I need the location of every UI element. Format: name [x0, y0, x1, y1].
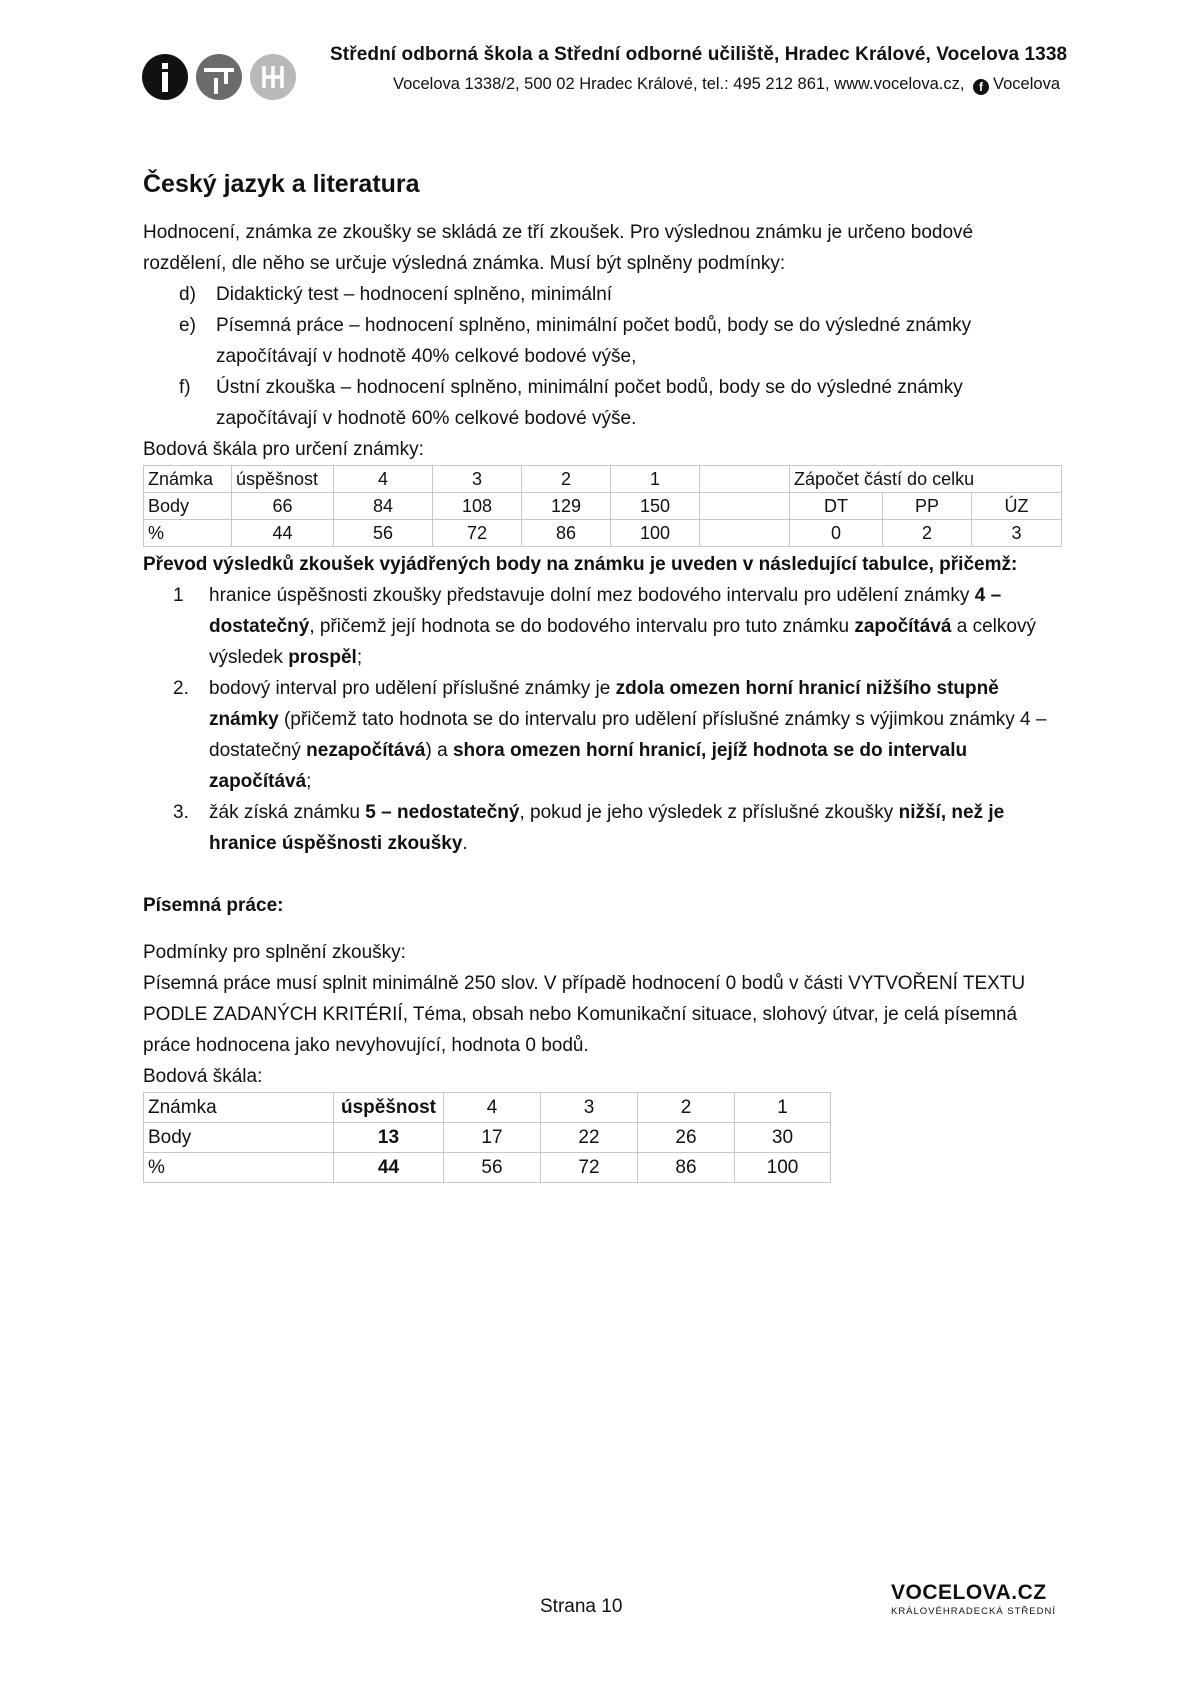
written-scale-label: Bodová škála: [143, 1066, 263, 1087]
list-item [143, 580, 1061, 673]
table-row [144, 1093, 831, 1123]
list-marker: f) [179, 377, 191, 398]
page-header [142, 44, 1068, 110]
logo-circle-light [250, 54, 296, 100]
table-cell: 17 [444, 1123, 541, 1153]
list-marker: d) [179, 284, 196, 305]
table-row [144, 1153, 831, 1183]
rule-text-run: . [462, 833, 468, 854]
list-text [209, 673, 1061, 797]
table-cell: 4 [444, 1093, 541, 1123]
table-cell [700, 466, 790, 493]
table-cell: 72 [541, 1153, 638, 1183]
brand-subtitle: KRÁLOVÉHRADECKÁ STŘEDNÍ [890, 1606, 1056, 1617]
table-cell: 26 [638, 1123, 735, 1153]
table-cell: 129 [522, 493, 611, 520]
facebook-icon: f [973, 79, 989, 95]
table-cell: 84 [334, 493, 433, 520]
intro-paragraph: Hodnocení, známka ze zkoušky se skládá ze tří zkoušek. Pro výslednou známku je určeno bodové rozdělení, dle něho se určuje výsledná známka. Musí být splněny podmínky: [143, 222, 974, 274]
table-cell: 30 [735, 1123, 831, 1153]
rule-text-run: shora omezen horní hranicí, jejíž hodnota se do intervalu započítává [209, 740, 968, 792]
list-item [143, 673, 1061, 797]
list-marker: e) [179, 315, 196, 336]
table-cell: 3 [433, 466, 522, 493]
rule-text-run: ; [306, 771, 312, 792]
table-cell: DT [790, 493, 883, 520]
table-row [144, 520, 1062, 547]
rule-text-run: nižší, než je hranice úspěšnosti zkoušky [209, 802, 1005, 854]
table-row [144, 466, 1062, 493]
table-cell: % [144, 1153, 334, 1183]
section-heading-written: Písemná práce: [143, 895, 284, 916]
table-cell: 72 [433, 520, 522, 547]
table-cell: Body [144, 1123, 334, 1153]
table-cell: 86 [522, 520, 611, 547]
list-marker: 1 [173, 585, 184, 606]
list-text: Didaktický test – hodnocení splněno, minimální [216, 284, 613, 305]
table-cell: 1 [735, 1093, 831, 1123]
list-marker: 3. [173, 802, 189, 823]
facebook-label: Vocelova [993, 75, 1060, 93]
list-marker: 2. [173, 678, 189, 699]
rules-list [143, 580, 1061, 859]
table-cell [700, 520, 790, 547]
rule-text-run: bodový interval pro udělení příslušné známky je [209, 678, 616, 699]
page-number: Strana 10 [540, 1596, 623, 1617]
table-cell: úspěšnost [232, 466, 334, 493]
table-cell: 22 [541, 1123, 638, 1153]
logo-circle-black [142, 54, 188, 100]
table-cell: PP [883, 493, 972, 520]
rule-text-run: prospěl [288, 647, 357, 668]
rule-text-run: žák získá známku [209, 802, 366, 823]
table-cell: 2 [883, 520, 972, 547]
table-cell: 108 [433, 493, 522, 520]
rule-text-run: 5 – nedostatečný [365, 802, 520, 823]
brand-name: VOCELOVA.CZ [890, 1581, 1047, 1604]
rule-text-run: 4 – dostatečný [209, 585, 1002, 637]
table-row [144, 493, 1062, 520]
contact-text: Vocelova 1338/2, 500 02 Hradec Králové, tel.: 495 212 861, www.vocelova.cz, [392, 75, 965, 93]
score-table [143, 465, 1062, 547]
list-text [209, 797, 1061, 859]
table-cell: 3 [541, 1093, 638, 1123]
main-content [143, 170, 1061, 1183]
table-cell: 3 [972, 520, 1062, 547]
table-cell: 13 [334, 1123, 444, 1153]
logo-circle-grey [196, 54, 242, 100]
conditions-label: Podmínky pro splnění zkoušky: [143, 942, 406, 963]
conversion-heading: Převod výsledků zkoušek vyjádřených body na známku je uveden v následující tabulce, přičemž: [143, 554, 1018, 575]
rule-text-run: zdola omezen horní hranicí nižšího stupně známky [209, 678, 999, 730]
table-cell: 44 [232, 520, 334, 547]
rule-text-run: , přičemž její hodnota se do bodového intervalu pro tuto známku [309, 616, 855, 637]
scale-label: Bodová škála pro určení známky: [143, 439, 424, 460]
table-cell: Body [144, 493, 232, 520]
table-cell: 2 [522, 466, 611, 493]
footer-brand [891, 1581, 1056, 1617]
table-row [144, 1123, 831, 1153]
table-cell: % [144, 520, 232, 547]
table-cell: 86 [638, 1153, 735, 1183]
table-cell-header: Zápočet částí do celku [790, 466, 1062, 493]
table-cell: 100 [735, 1153, 831, 1183]
table-cell [700, 493, 790, 520]
table-cell: 56 [334, 520, 433, 547]
rule-text-run: nezapočítává [306, 740, 426, 761]
table-cell: ÚZ [972, 493, 1062, 520]
rule-text-run: ) a [425, 740, 453, 761]
table-cell: 44 [334, 1153, 444, 1183]
list-item [143, 279, 1061, 310]
table-cell: 100 [611, 520, 700, 547]
table-cell: 66 [232, 493, 334, 520]
rule-text-run: ; [356, 647, 363, 668]
page-title: Český jazyk a literatura [143, 170, 420, 198]
school-name: Střední odborná škola a Střední odborné učiliště, Hradec Králové, Vocelova 1338 [330, 44, 1068, 65]
rule-text-run: hranice úspěšnosti zkoušky představuje dolní mez bodového intervalu pro udělení známky [209, 585, 975, 606]
table-cell: 56 [444, 1153, 541, 1183]
list-item [143, 372, 1061, 434]
table-cell: 4 [334, 466, 433, 493]
table-cell: úspěšnost [334, 1093, 444, 1123]
list-item [143, 797, 1061, 859]
table-cell: Známka [144, 1093, 334, 1123]
table-cell: 0 [790, 520, 883, 547]
rule-text-run: započítává [854, 616, 952, 637]
rule-text-run: (přičemž tato hodnota se do intervalu pro udělení příslušné známky s výjimkou známky 4 – dostatečný [209, 709, 1047, 761]
written-text: Písemná práce musí splnit minimálně 250 slov. V případě hodnocení 0 bodů v části VYTVOŘENÍ TEXTU PODLE ZADANÝCH KRITÉRIÍ, Téma, obsah nebo Komunikační situace, slohový útvar, je celá písemná práce hodnocena jako nevyhovující, hodnota 0 bodů. [143, 973, 1026, 1056]
table-cell: Známka [144, 466, 232, 493]
list-text: Ústní zkouška – hodnocení splněno, minimální počet bodů, body se do výsledné známky započítávají v hodnotě 60% celkové bodové výše. [216, 377, 963, 429]
table-cell: 2 [638, 1093, 735, 1123]
school-logo [142, 54, 296, 102]
school-contact [330, 75, 1060, 95]
table-cell: 1 [611, 466, 700, 493]
list-text [209, 580, 1061, 673]
rule-text-run: , pokud je jeho výsledek z příslušné zkoušky [519, 802, 899, 823]
rule-text-run: a celkový výsledek [209, 616, 1036, 668]
conditions-list [143, 279, 1061, 434]
written-score-table [143, 1092, 831, 1183]
table-cell: 150 [611, 493, 700, 520]
list-item [143, 310, 1061, 372]
list-text: Písemná práce – hodnocení splněno, minimální počet bodů, body se do výsledné známky započítávají v hodnotě 40% celkové bodové výše, [216, 315, 972, 367]
